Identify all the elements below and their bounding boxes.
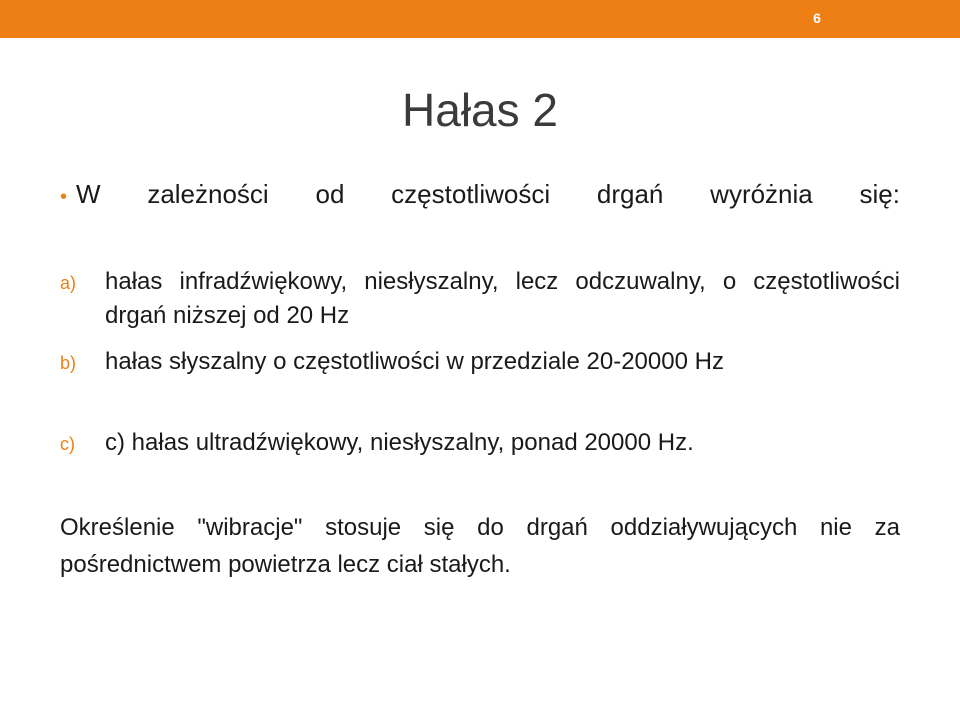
list-item-a (60, 265, 900, 333)
list-item-text: hałas słyszalny o częstotliwości w przedziale 20-20000 Hz (105, 348, 724, 375)
intro-bullet (60, 176, 900, 215)
bullet-dot-icon: • (60, 186, 68, 208)
slide-number: 6 (813, 10, 821, 26)
list-marker: b) (60, 353, 77, 373)
list-marker: a) (60, 273, 77, 293)
list-marker: c) (60, 434, 75, 454)
closing-paragraph: Określenie "wibracje" stosuje się do drgań oddziaływujących nie za pośrednictwem powietrza lecz ciał stałych. (60, 514, 900, 578)
list-item-c (60, 426, 900, 461)
list-item-b (60, 345, 900, 380)
list-item-text: hałas infradźwiękowy, niesłyszalny, lecz odczuwalny, o częstotliwości drgań niższej od 20 Hz (105, 268, 900, 329)
top-accent-bar (0, 0, 960, 38)
slide-title: Hałas 2 (402, 84, 558, 136)
intro-text: W zależności od częstotliwości drgań wyróżnia się: (76, 179, 900, 209)
list-item-text: c) hałas ultradźwiękowy, niesłyszalny, ponad 20000 Hz. (105, 429, 694, 456)
